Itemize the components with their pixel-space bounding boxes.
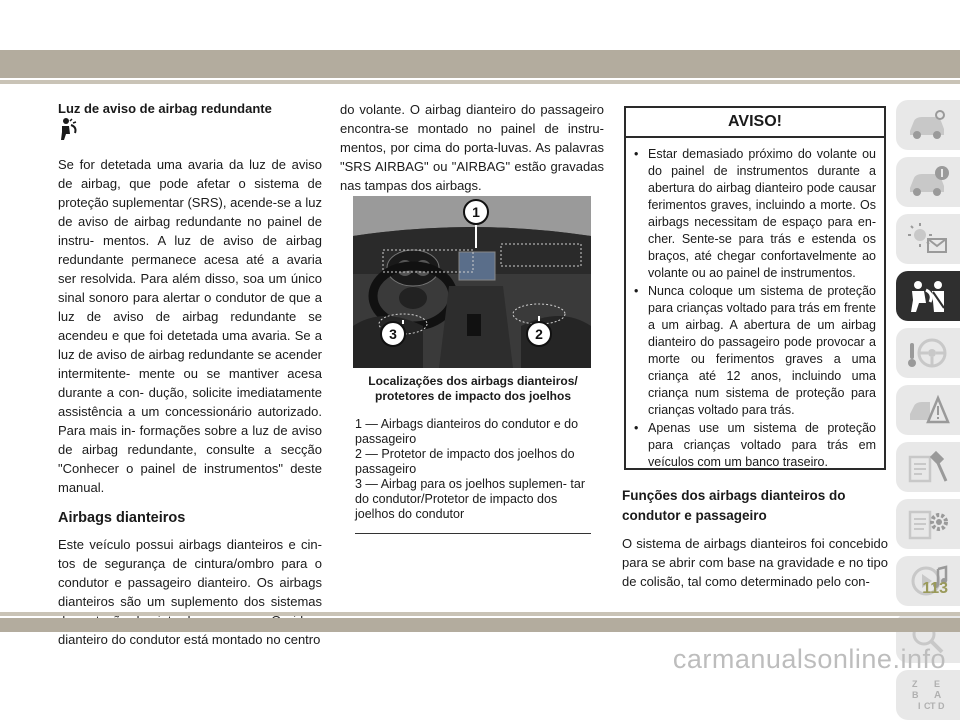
index-letters-icon bbox=[906, 677, 950, 713]
warning-item: • Apenas use um sistema de proteção para crianças voltado para trás em veículos com um banco traseiro. bbox=[632, 420, 876, 471]
svg-text:I: I bbox=[918, 701, 921, 711]
footer-rule bbox=[0, 612, 960, 616]
warning-item: • Nunca coloque um sistema de proteção para crianças voltado para trás em frente a um airbag. A abertura de um airbag dianteiro do passageiro pode provocar a morte ou ferimentos graves a uma criança até 12 anos, incluindo uma criança num sistema de proteção para crianças voltado para trás. bbox=[632, 283, 876, 419]
footer-band bbox=[0, 618, 960, 632]
callout-2: 2 bbox=[535, 326, 543, 342]
callout-3: 3 bbox=[389, 326, 397, 342]
tab-car-key[interactable] bbox=[896, 100, 960, 150]
car-key-icon bbox=[906, 107, 950, 143]
tab-airbag-seatbelt[interactable] bbox=[896, 271, 960, 321]
redundant-light-paragraph: Se for detetada uma avaria da luz de aviso de airbag, que pode afetar o sistema de proteção suplementar (SRS), acende-se a luz de aviso de airbag redundante no painel de instru- mentos. A luz de aviso de airbag redundante permanece acesa até a avaria ser resolvida. Para além disso, soa um único sinal sonoro para alertar o condutor de que a luz de aviso de airbag redundante se acendeu e que foi detetada uma avaria. Se a luz de aviso de airbag redundante se acender intermitente- mente ou se mantiver acesa durante a con- dução, solicite imediatamente assistência a um concessionário autorizado. Para mais in- formações sobre a luz de aviso de airbag redundante, consulte a secção "Conhecer o painel de instrumentos" deste manual. bbox=[58, 157, 322, 495]
svg-text:C: C bbox=[924, 701, 931, 711]
airbag-seatbelt-icon bbox=[906, 278, 950, 314]
legend-divider bbox=[355, 533, 591, 534]
warning-box bbox=[624, 106, 886, 470]
warning-lights-icon bbox=[906, 221, 950, 257]
section-heading-redundant-airbag-light: Luz de aviso de airbag redundante bbox=[58, 101, 272, 116]
photo-legend bbox=[355, 417, 591, 522]
middle-column bbox=[340, 100, 604, 195]
svg-text:A: A bbox=[934, 690, 942, 701]
left-column bbox=[58, 100, 322, 649]
legend-item: 2 — Protetor de impacto dos joelhos do passageiro bbox=[355, 447, 575, 476]
front-airbag-functions-section bbox=[622, 478, 888, 591]
car-info-icon bbox=[906, 164, 950, 200]
callout-1: 1 bbox=[472, 204, 480, 220]
tab-warning-lights[interactable] bbox=[896, 214, 960, 264]
warning-title: AVISO! bbox=[626, 108, 884, 138]
front-airbags-continued-paragraph: do volante. O airbag dianteiro do passageiro encontra-se montado no painel de instru- mentos, por cima do porta-luvas. As palavras "SRS AIRBAG" ou "AIRBAG" estão gravadas nas tampas dos airbags. bbox=[340, 102, 604, 193]
page-number: 113 bbox=[922, 580, 948, 597]
section-heading-front-airbags: Airbags dianteiros bbox=[58, 510, 186, 526]
legend-item: 1 — Airbags dianteiros do condutor e do passageiro bbox=[355, 417, 579, 446]
svg-text:B: B bbox=[912, 690, 919, 700]
steering-wheel-icon bbox=[906, 335, 950, 371]
dashboard-airbag-photo bbox=[353, 196, 591, 368]
watermark: carmanualsonline.info bbox=[672, 644, 946, 674]
svg-text:E: E bbox=[934, 679, 941, 689]
specifications-gear-icon bbox=[906, 506, 950, 542]
svg-text:Z: Z bbox=[912, 679, 918, 689]
front-airbags-paragraph: Este veículo possui airbags dianteiros e cin- tos de segurança de cintura/ombro para o condutor e passageiro dianteiro. Os airbags dianteiros são um suplemento dos sistemas dianteiro do condutor está montado no centro bbox=[58, 537, 322, 647]
airbag-warning-icon bbox=[58, 117, 80, 141]
maintenance-tools-icon bbox=[906, 449, 950, 485]
svg-text:D: D bbox=[938, 701, 945, 711]
warning-list bbox=[632, 146, 876, 471]
tab-steering-wheel[interactable] bbox=[896, 328, 960, 378]
top-margin bbox=[0, 0, 960, 50]
svg-text:T: T bbox=[930, 701, 936, 711]
warning-item: • Estar demasiado próximo do volante ou do painel de instrumentos durante a abertura do airbag dianteiro pode causar ferimentos graves, incluindo a morte. Os airbags necessitam de espaço para en- cher. Sente-se para trás e estenda os braços, até chegar confortavelmente ao volante ou ao painel de instrumentos. bbox=[632, 146, 876, 282]
section-heading-airbag-functions: Funções dos airbags dianteiros do condutor e passageiro bbox=[622, 488, 846, 523]
legend-item: 3 — Airbag para os joelhos suplemen- tar do condutor/Protetor de impacto dos joelhos do condutor bbox=[355, 477, 585, 521]
tab-specifications[interactable] bbox=[896, 499, 960, 549]
tab-maintenance[interactable] bbox=[896, 442, 960, 492]
header-band bbox=[0, 50, 960, 78]
airbag-functions-paragraph: O sistema de airbags dianteiros foi concebido para se abrir com base na gravidade e no tipo de colisão, tal como determinado pelo con- bbox=[622, 536, 888, 589]
header-rule bbox=[0, 80, 960, 84]
roadside-warning-icon bbox=[906, 392, 950, 428]
dashboard-illustration bbox=[353, 196, 591, 368]
tab-roadside-warning[interactable] bbox=[896, 385, 960, 435]
chapter-tabs bbox=[896, 100, 960, 727]
tab-car-info[interactable] bbox=[896, 157, 960, 207]
photo-caption: Localizações dos airbags dianteiros/ protetores de impacto dos joelhos bbox=[368, 374, 578, 403]
